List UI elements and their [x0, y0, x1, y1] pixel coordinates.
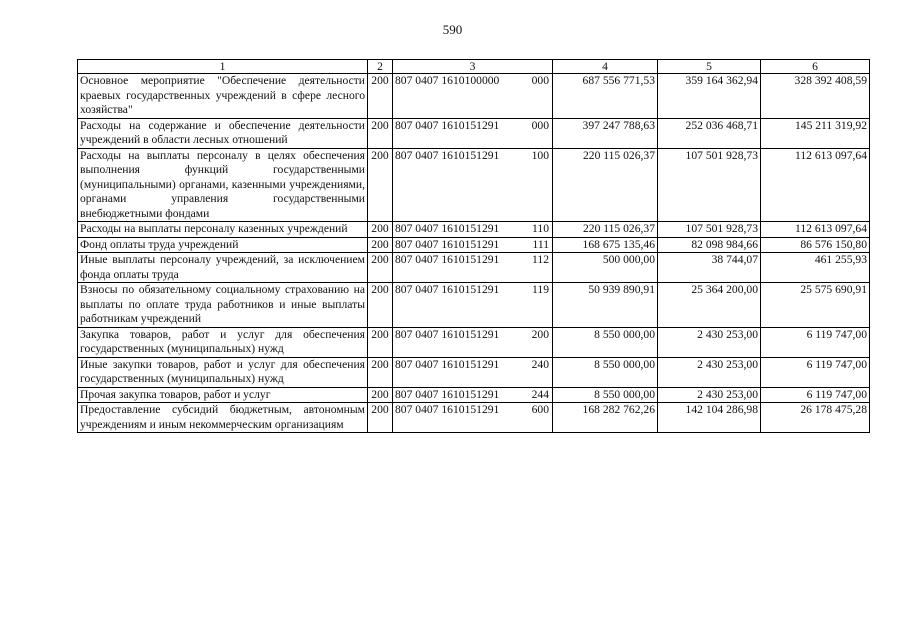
row-code [393, 74, 553, 119]
column-header: 5 [658, 60, 761, 74]
row-value-4: 8 550 000,00 [553, 357, 658, 387]
row-value-5: 359 164 362,94 [658, 74, 761, 119]
table-row [78, 74, 870, 119]
row-expense-type: 000 [531, 74, 549, 87]
budget-table [77, 59, 870, 433]
row-value-4: 500 000,00 [553, 253, 658, 283]
row-code [393, 237, 553, 253]
row-name: Закупка товаров, работ и услуг для обеспечения государственных (муниципальных) нужд [78, 327, 368, 357]
row-value-6: 86 576 150,80 [761, 237, 870, 253]
row-value-5: 2 430 253,00 [658, 327, 761, 357]
row-name: Расходы на содержание и обеспечение деятельности учреждений в области лесных отношений [78, 118, 368, 148]
row-value-6: 461 255,93 [761, 253, 870, 283]
row-code [393, 403, 553, 433]
row-value-4: 168 282 762,26 [553, 403, 658, 433]
row-expense-type: 110 [532, 222, 549, 235]
row-name: Прочая закупка товаров, работ и услуг [78, 387, 368, 403]
row-expense-type: 000 [531, 118, 549, 132]
row-col2: 200 [368, 148, 393, 222]
table-row [78, 403, 870, 433]
row-classification-code: 807 0407 1610151291 [395, 357, 500, 371]
column-header: 4 [553, 60, 658, 74]
row-col2: 200 [368, 387, 393, 403]
row-col2: 200 [368, 74, 393, 119]
row-code [393, 327, 553, 357]
row-value-6: 6 119 747,00 [761, 387, 870, 403]
row-value-4: 50 939 890,91 [553, 283, 658, 328]
table-row [78, 237, 870, 253]
row-value-5: 2 430 253,00 [658, 387, 761, 403]
row-value-6: 6 119 747,00 [761, 327, 870, 357]
row-code [393, 387, 553, 403]
row-value-6: 145 211 319,92 [761, 118, 870, 148]
row-code [393, 148, 553, 222]
row-classification-code: 807 0407 1610100000 [395, 74, 500, 87]
table-row [78, 253, 870, 283]
table-row [78, 283, 870, 328]
row-value-4: 8 550 000,00 [553, 327, 658, 357]
row-col2: 200 [368, 222, 393, 238]
row-expense-type: 119 [532, 283, 549, 296]
row-value-6: 112 613 097,64 [761, 148, 870, 222]
row-col2: 200 [368, 237, 393, 253]
row-expense-type: 100 [531, 148, 549, 162]
row-classification-code: 807 0407 1610151291 [395, 283, 500, 296]
row-col2: 200 [368, 403, 393, 433]
column-header: 2 [368, 60, 393, 74]
row-expense-type: 244 [531, 387, 549, 401]
row-classification-code: 807 0407 1610151291 [395, 387, 500, 401]
row-name: Иные закупки товаров, работ и услуг для обеспечения государственных (муниципальных) нужд [78, 357, 368, 387]
row-col2: 200 [368, 357, 393, 387]
row-classification-code: 807 0407 1610151291 [395, 403, 500, 416]
row-classification-code: 807 0407 1610151291 [395, 253, 500, 266]
row-name: Расходы на выплаты персоналу казенных учреждений [78, 222, 368, 238]
row-classification-code: 807 0407 1610151291 [395, 148, 500, 162]
row-name: Взносы по обязательному социальному страхованию на выплаты по оплате труда работников и иные выплаты работникам учреждений [78, 283, 368, 328]
row-value-6: 26 178 475,28 [761, 403, 870, 433]
row-expense-type: 240 [531, 357, 549, 371]
table-row [78, 118, 870, 148]
table-row [78, 387, 870, 403]
row-value-4: 687 556 771,53 [553, 74, 658, 119]
row-name: Предоставление субсидий бюджетным, автономным учреждениям и иным некоммерческим организациям [78, 403, 368, 433]
row-code [393, 357, 553, 387]
column-header: 1 [78, 60, 368, 74]
row-value-6: 25 575 690,91 [761, 283, 870, 328]
row-value-6: 6 119 747,00 [761, 357, 870, 387]
row-col2: 200 [368, 253, 393, 283]
row-value-5: 2 430 253,00 [658, 357, 761, 387]
row-expense-type: 600 [531, 403, 549, 416]
table-row [78, 327, 870, 357]
row-value-5: 142 104 286,98 [658, 403, 761, 433]
row-expense-type: 111 [532, 237, 549, 251]
row-code [393, 283, 553, 328]
row-value-4: 220 115 026,37 [553, 222, 658, 238]
table-row [78, 222, 870, 238]
row-value-5: 38 744,07 [658, 253, 761, 283]
row-name: Фонд оплаты труда учреждений [78, 237, 368, 253]
column-header: 6 [761, 60, 870, 74]
row-classification-code: 807 0407 1610151291 [395, 237, 500, 251]
row-col2: 200 [368, 327, 393, 357]
row-value-6: 112 613 097,64 [761, 222, 870, 238]
row-classification-code: 807 0407 1610151291 [395, 118, 500, 132]
table-header-row [78, 60, 870, 74]
row-value-5: 82 098 984,66 [658, 237, 761, 253]
row-name: Иные выплаты персоналу учреждений, за исключением фонда оплаты труда [78, 253, 368, 283]
row-code [393, 118, 553, 148]
table-row [78, 148, 870, 222]
row-col2: 200 [368, 283, 393, 328]
row-value-4: 8 550 000,00 [553, 387, 658, 403]
row-value-4: 220 115 026,37 [553, 148, 658, 222]
row-expense-type: 112 [532, 253, 549, 266]
row-value-5: 252 036 468,71 [658, 118, 761, 148]
row-classification-code: 807 0407 1610151291 [395, 327, 500, 341]
row-classification-code: 807 0407 1610151291 [395, 222, 500, 235]
page-number: 590 [442, 22, 463, 37]
row-value-5: 25 364 200,00 [658, 283, 761, 328]
table-row [78, 357, 870, 387]
column-header: 3 [393, 60, 553, 74]
row-value-5: 107 501 928,73 [658, 222, 761, 238]
row-value-4: 168 675 135,46 [553, 237, 658, 253]
row-col2: 200 [368, 118, 393, 148]
row-value-4: 397 247 788,63 [553, 118, 658, 148]
row-code [393, 253, 553, 283]
row-name: Основное мероприятие "Обеспечение деятельности краевых государственных учреждений в сфере лесного хозяйства" [78, 74, 368, 119]
row-value-5: 107 501 928,73 [658, 148, 761, 222]
row-code [393, 222, 553, 238]
row-name: Расходы на выплаты персоналу в целях обеспечения выполнения функций государственными (муниципальными) органами, казенными учреждениями, органами управления государственными внебюджетными фондами [78, 148, 368, 222]
row-expense-type: 200 [531, 327, 549, 341]
row-value-6: 328 392 408,59 [761, 74, 870, 119]
